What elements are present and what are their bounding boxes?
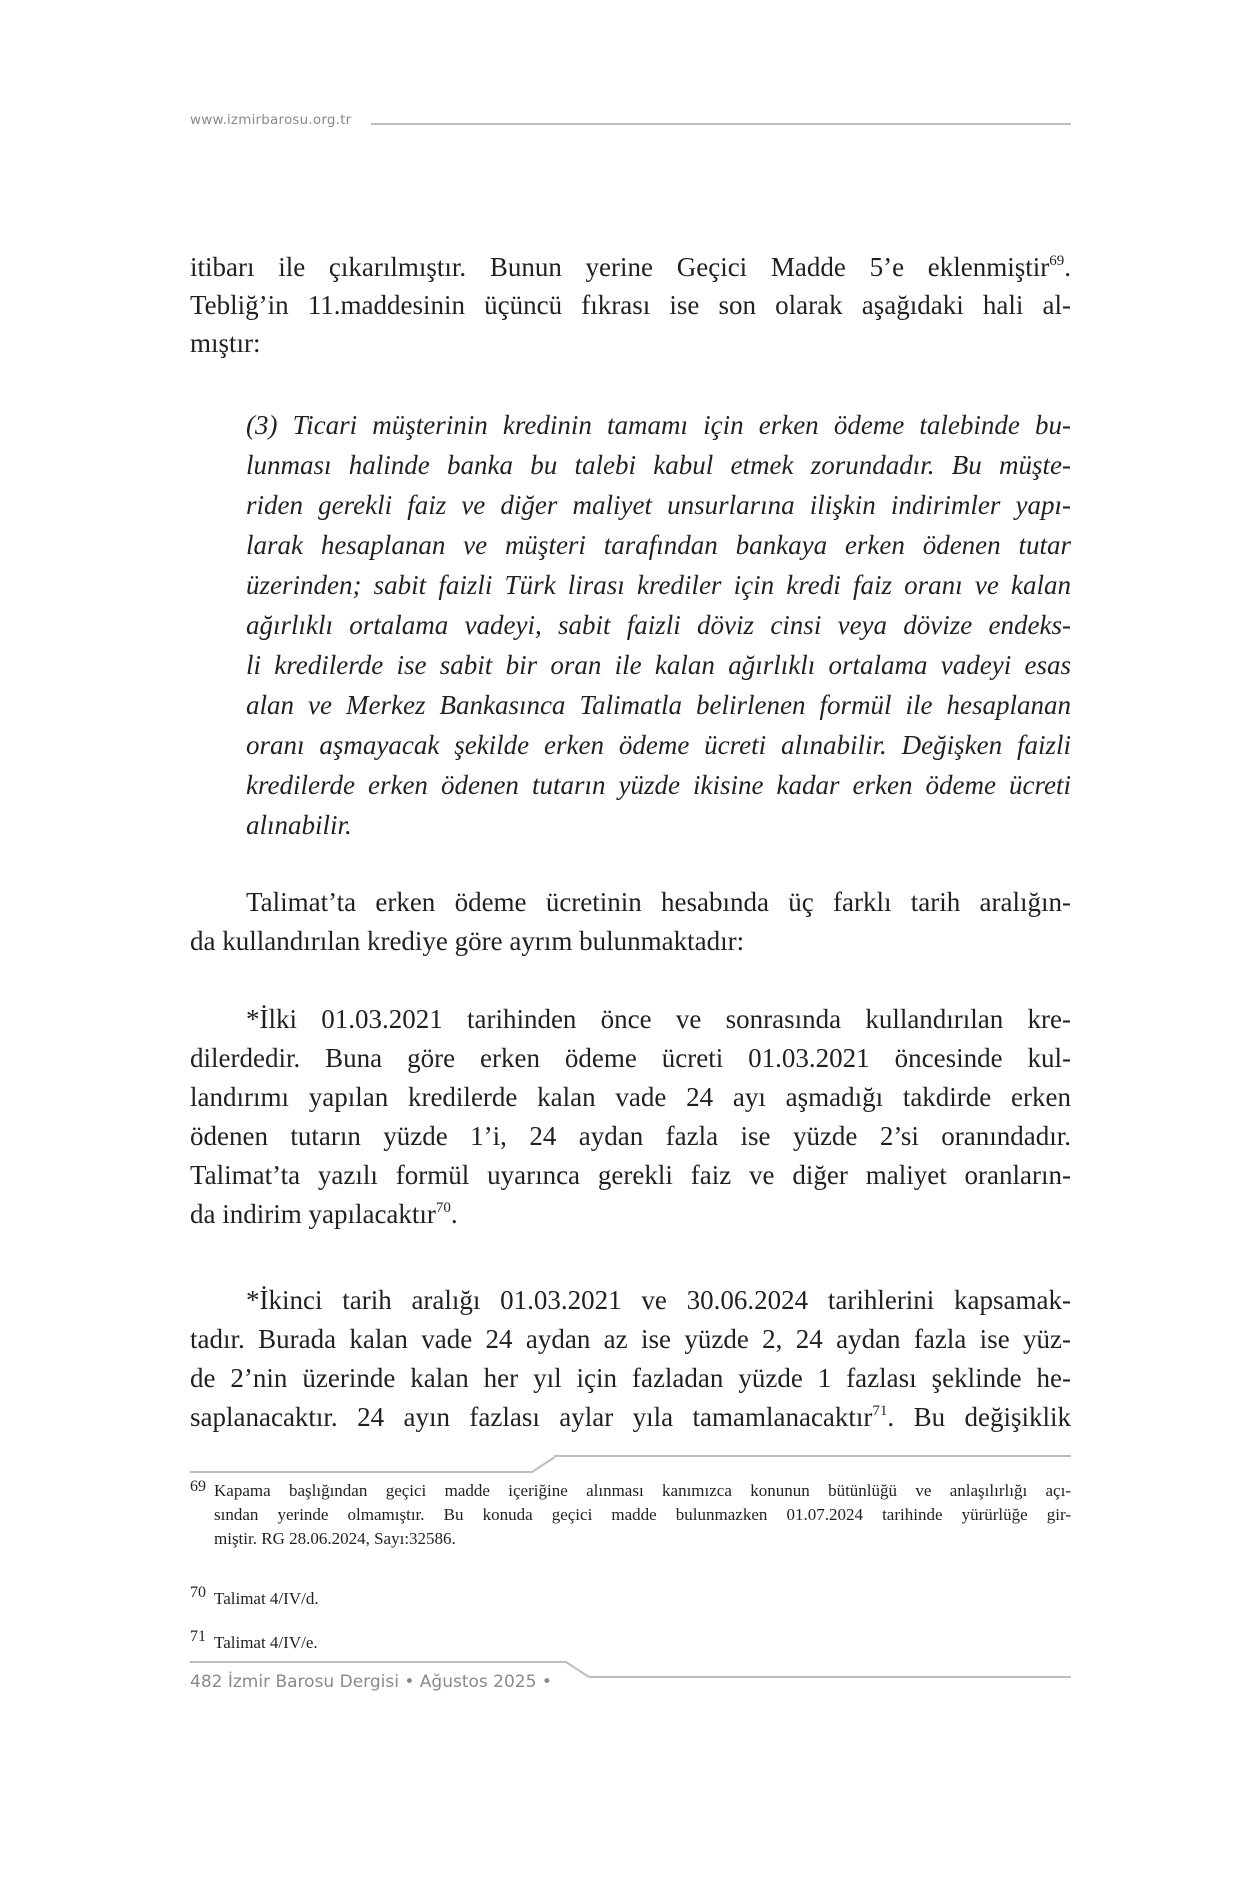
issue-date: Ağustos 2025	[419, 1672, 537, 1692]
footnote-line: miştir. RG 28.06.2024, Sayı:32586.	[214, 1529, 456, 1548]
quote-line: oranı aşmayacak şekilde erken ödeme ücreti alınabilir. Değişken faizli	[246, 730, 1071, 760]
footnote-number: 71	[190, 1628, 206, 1645]
footer-rule-left	[190, 1661, 567, 1663]
text-line: de 2’nin üzerinde kalan her yıl için fazladan yüzde 1 fazlası şeklinde he-	[190, 1363, 1071, 1393]
text-line: da kullandırılan krediye göre ayrım bulunmaktadır:	[190, 926, 745, 956]
text-line: landırımı yapılan kredilerde kalan vade 24 ayı aşmadığı takdirde erken	[190, 1082, 1071, 1112]
footnote-line: Kapama başlığından geçici madde içeriğine alınması kanımızca konunun bütünlüğü ve anlaşılırlığı açı-	[214, 1481, 1071, 1500]
quote-line: (3) Ticari müşterinin kredinin tamamı için erken ödeme talebinde bu-	[246, 410, 1071, 440]
text-line: saplanacaktır. 24 ayın fazlası aylar yıla tamamlanacaktır$^{71}$. Bu değişiklik	[190, 1402, 1071, 1432]
footnote-line: sından yerinde olmamıştır. Bu konuda geçici madde bulunmazken 01.07.2024 tarihinde yürürlüğe gir-	[214, 1505, 1071, 1524]
text-line: Talimat’ta yazılı formül uyarınca gerekli faiz ve diğer maliyet oranların-	[190, 1160, 1071, 1190]
quote-line: kredilerde erken ödenen tutarın yüzde ikisine kadar erken ödeme ücreti	[246, 770, 1071, 800]
footnote-ref-71[interactable]: 71	[872, 1403, 888, 1419]
text-line: Talimat’ta erken ödeme ücretinin hesabında üç farklı tarih aralığın-	[246, 887, 1071, 917]
bullet-separator: •	[404, 1672, 415, 1692]
text-line: tadır. Burada kalan vade 24 aydan az ise yüzde 2, 24 aydan fazla ise yüz-	[190, 1324, 1071, 1354]
footnote-separator-bend	[531, 1456, 557, 1473]
footnote-separator-right	[554, 1455, 1071, 1457]
text-line: dilerdedir. Buna göre erken ödeme ücreti 01.03.2021 öncesinde kul-	[190, 1043, 1071, 1073]
quote-line: riden gerekli faiz ve diğer maliyet unsurlarına ilişkin indirimler yapı-	[246, 490, 1071, 520]
text-line: itibarı ile çıkarılmıştır. Bunun yerine Geçici Madde 5’e eklenmiştir$^{69}$.	[190, 252, 1071, 282]
footnote-separator-left	[190, 1471, 533, 1473]
footnote-number: 70	[190, 1584, 206, 1601]
text-line: da indirim yapılacaktır$^{70}$.	[190, 1199, 458, 1229]
quote-line: ağırlıklı ortalama vadeyi, sabit faizli döviz cinsi veya dövize endeks-	[246, 610, 1071, 640]
journal-name: İzmir Barosu Dergisi	[227, 1672, 399, 1692]
bullet-separator: •	[541, 1672, 552, 1692]
footer-rule-bend	[565, 1661, 591, 1678]
footer-rule-right	[589, 1676, 1071, 1678]
quote-line: alınabilir.	[246, 810, 352, 840]
quote-line: alan ve Merkez Bankasınca Talimatla belirlenen formül ile hesaplanan	[246, 690, 1071, 720]
footnote-ref-70[interactable]: 70	[435, 1200, 451, 1216]
text-line: *İkinci tarih aralığı 01.03.2021 ve 30.06.2024 tarihlerini kapsamak-	[246, 1285, 1071, 1315]
footnote-ref-69[interactable]: 69	[1049, 253, 1065, 269]
page-number: 482	[190, 1672, 223, 1692]
footer-text	[190, 1671, 552, 1693]
header-website-url: www.izmirbarosu.org.tr	[190, 112, 352, 128]
text-line: Tebliğ’in 11.maddesinin üçüncü fıkrası ise son olarak aşağıdaki hali al-	[190, 290, 1071, 320]
quote-line: larak hesaplanan ve müşteri tarafından bankaya erken ödenen tutar	[246, 530, 1071, 560]
text-line: ödenen tutarın yüzde 1’i, 24 aydan fazla ise yüzde 2’si oranındadır.	[190, 1121, 1071, 1151]
footnote-number: 69	[190, 1478, 206, 1495]
header-rule	[371, 123, 1071, 125]
text-line: *İlki 01.03.2021 tarihinden önce ve sonrasında kullandırılan kre-	[246, 1004, 1071, 1034]
quote-line: li kredilerde ise sabit bir oran ile kalan ağırlıklı ortalama vadeyi esas	[246, 650, 1071, 680]
text-line: mıştır:	[190, 328, 261, 358]
footnote-line: Talimat 4/IV/d.	[214, 1589, 319, 1608]
footnote-line: Talimat 4/IV/e.	[214, 1633, 318, 1652]
quote-line: lunması halinde banka bu talebi kabul etmek zorundadır. Bu müşte-	[246, 450, 1071, 480]
quote-line: üzerinden; sabit faizli Türk lirası krediler için kredi faiz oranı ve kalan	[246, 570, 1071, 600]
